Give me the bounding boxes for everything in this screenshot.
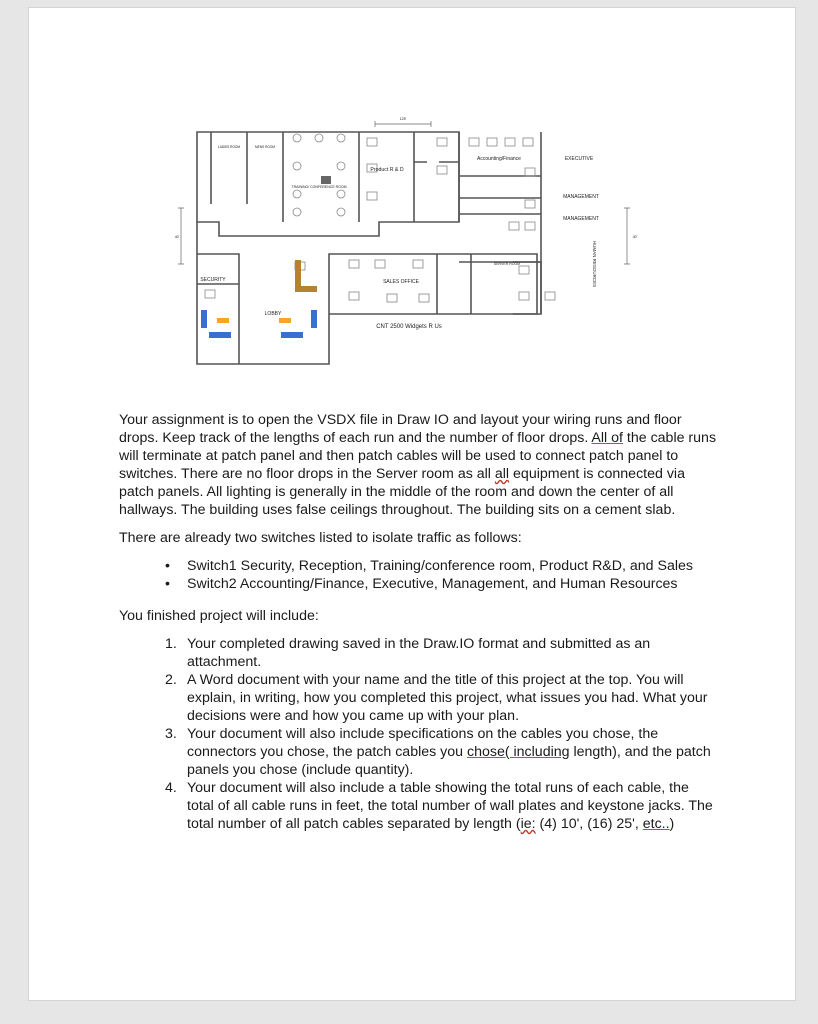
room-label-training: TRAINING/ CONFERENCE ROOM	[291, 185, 347, 189]
room-label-executive: EXECUTIVE	[564, 156, 594, 162]
deliverable-item-1: 1. Your completed drawing saved in the Draw.IO format and submitted as an attachment.	[165, 636, 651, 670]
dimension-right: 40'	[632, 235, 638, 239]
room-label-management-1: MANAGEMENT	[563, 194, 599, 200]
floor-plan-diagram	[169, 114, 649, 366]
deliverable-item-4: 4. Your document will also include a table showing the total runs of each cable, the total of all cable runs in feet, the total number of wall plates and keystone jacks. The total number of all patch cables separated by length (ie: (4) 10', (16) 25', etc..)	[165, 780, 713, 832]
dimension-top: 125'	[399, 117, 407, 121]
floorplan-caption: CNT 2500 Widgets R Us	[376, 324, 442, 330]
room-label-ladies: LADIES ROOM	[217, 145, 241, 149]
switches-intro: There are already two switches listed to isolate traffic as follows:	[119, 530, 522, 546]
dimension-left: 40'	[174, 235, 180, 239]
spelling-flag-all[interactable]: all	[494, 466, 510, 482]
room-label-product-rd: Product R & D	[370, 167, 404, 173]
grammar-flag-all-of[interactable]: All of	[591, 430, 623, 446]
project-intro: You finished project will include:	[119, 608, 319, 624]
intro-paragraph: Your assignment is to open the VSDX file in Draw IO and layout your wiring runs and floor drops. Keep track of the lengths of each run and the number of floor drops. All of the cable runs will terminate at patch panel and then patch cables will be used to connect patch panel to switches. There are no floor drops in the Server room as all all equipment is connected via patch panels. All lighting is generally in the middle of the room and down the center of all hallways. The building uses false ceilings throughout. The building sits on a cement slab.	[119, 412, 717, 518]
document-page	[28, 7, 796, 1001]
room-label-hr: HUMAN RESOURCES	[592, 240, 597, 288]
switch-item-2: • Switch2 Accounting/Finance, Executive, Management, and Human Resources	[187, 575, 719, 593]
switch-item-1: • Switch1 Security, Reception, Training/conference room, Product R&D, and Sales	[187, 557, 719, 575]
room-label-accounting: Accounting/Finance	[477, 156, 521, 162]
grammar-flag-chose-including[interactable]: chose( including	[466, 744, 570, 760]
switch-list	[119, 557, 719, 593]
room-label-server: SERVER ROOM	[493, 262, 521, 266]
room-label-mens: MENS ROOM	[254, 145, 276, 149]
room-label-sales: SALES OFFICE	[383, 279, 419, 285]
deliverables-list	[119, 635, 719, 833]
room-label-lobby: LOBBY	[264, 311, 282, 317]
deliverable-item-3: 3. Your document will also include specifications on the cables you chose, the connectors you chose, the patch cables you chose( including length), and the patch panels you chose (include quantity).	[165, 726, 711, 778]
spelling-flag-ie[interactable]: ie:	[520, 816, 536, 832]
assignment-text	[119, 411, 719, 833]
grammar-flag-etc[interactable]: etc..	[642, 816, 670, 832]
deliverable-item-2: 2. A Word document with your name and the title of this project at the top. You will explain, in writing, how you completed this project, what issues you had. What your decisions were and how you came up with your plan.	[165, 672, 708, 724]
room-label-security: SECURITY	[200, 277, 226, 283]
room-label-management-2: MANAGEMENT	[563, 216, 599, 222]
